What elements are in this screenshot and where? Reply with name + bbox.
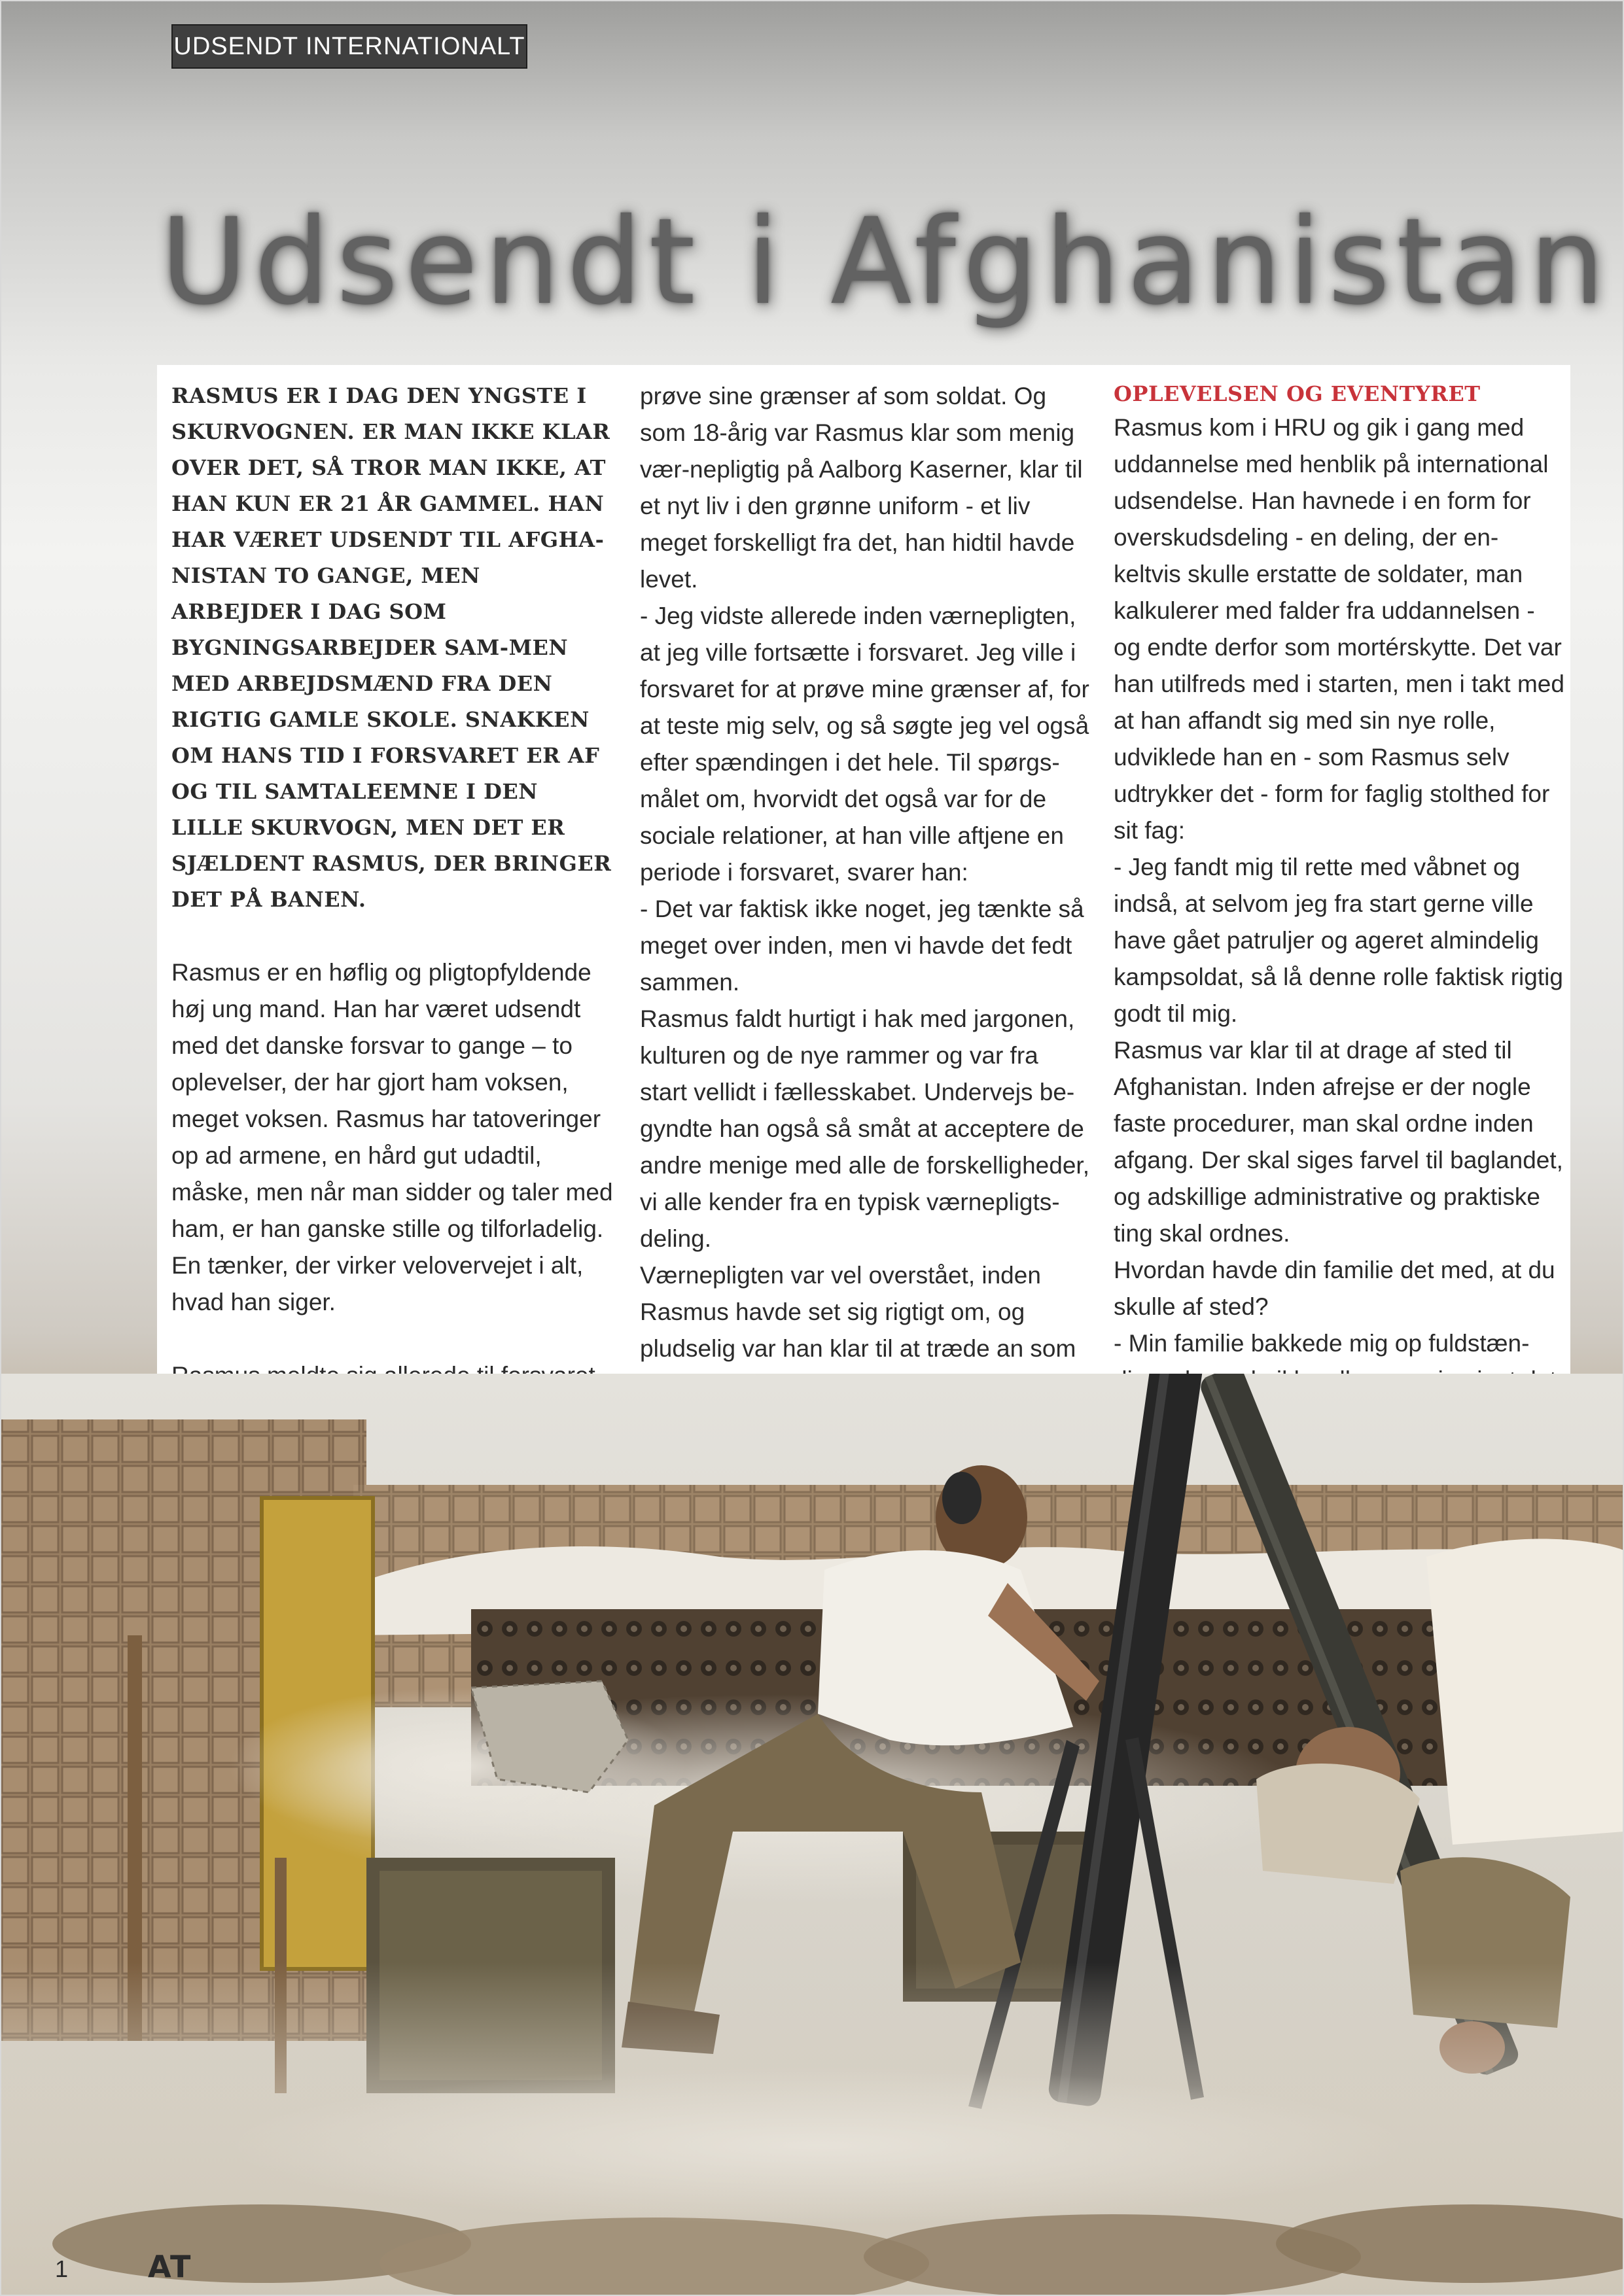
- quote-paragraph: - Jeg fandt mig til rette med våbnet og indså, at selvom jeg fra start gerne ville have gået patruljer og ageret almindelig kampsoldat, så lå denne rolle faktisk rigtig godt til mig.: [1114, 854, 1563, 1027]
- article-column-1: [171, 378, 616, 1467]
- section-tag: UDSENDT INTERNATIONALT: [171, 24, 527, 69]
- lead-paragraph: RASMUS ER I DAG DEN YNGSTE I SKURVOGNEN. ER MAN IKKE KLAR OVER DET, SÅ TROR MAN IKKE, AT HAN KUN ER 21 ÅR GAMMEL. HAN HAR VÆRET UDSENDT TIL AFGHA-NISTAN TO GANGE, MEN ARBEJDER I DAG SOM BYGNINGSARBEJDER SAM-MEN MED ARBEJDSMÆND FRA DEN RIGTIG GAMLE SKOLE. SNAKKEN OM HANS TID I FORSVARET ER AF OG TIL SAMTALEEMNE I DEN LILLE SKURVOGN, MEN DET ER SJÆLDENT RASMUS, DER BRINGER DET PÅ BANEN.: [171, 383, 612, 912]
- body-paragraph: Rasmus er en høflig og pligtopfyldende høj ung mand. Han har været udsendt med det danske forsvar to gange – to oplevelser, der har gjort ham voksen, meget voksen. Rasmus har tatoveringer op ad armene, en hård gut udadtil, måske, men når man sidder og taler med ham, er han ganske stille og tilforladelig. En tænker, der virker velovervejet i alt, hvad han siger.: [171, 959, 613, 1315]
- headline: Udsendt i Afghanistan: [160, 192, 1612, 331]
- article-column-3: [1114, 378, 1565, 1399]
- body-paragraph: Rasmus var klar til at drage af sted til Afghanistan. Inden afrejse er der nogle faste procedurer, man skal ordne inden afgang. Der skal siges farvel til baglandet, og adskillige administrative og praktiske ting skal ordnes.: [1114, 1037, 1563, 1247]
- quote-paragraph: - Jeg vidste allerede inden værnepligten, at jeg ville fortsætte i forsvaret. Jeg ville i forsvaret for at prøve mine grænser af, for at teste mig selv, og så søgte jeg vel også efter spændingen i det hele. Til spørgs-målet om, hvorvidt det også var for de sociale relationer, at han ville aftjene en periode i forsvaret, svarer han:: [640, 602, 1089, 886]
- page-number: 1: [55, 2255, 69, 2282]
- body-paragraph: Rasmus faldt hurtigt i hak med jargonen, kulturen og de nye rammer og var fra start vellidt i fællesskabet. Undervejs be-gyndte han også så småt at acceptere de andre menige med alle de forskelligheder, vi alle kender fra en typisk værnepligts-deling.: [640, 1005, 1089, 1252]
- quote-paragraph: - Det var faktisk ikke noget, jeg tænkte så meget over inden, men vi havde det fedt sammen.: [640, 896, 1084, 996]
- mortar-team-photo: [0, 1374, 1624, 2296]
- article-column-2: [640, 378, 1091, 1440]
- quote-paragraph: - Min familie bakkede mig op fuldstæn-: [1114, 1330, 1530, 1357]
- subheading: OPLEVELSEN OG EVENTYRET: [1114, 381, 1481, 406]
- magazine-logo: AT: [148, 2249, 192, 2284]
- body-paragraph: Rasmus kom i HRU og gik i gang med uddannelse med henblik på international udsendelse. Han havnede i en form for overskudsdeling - en deling, der en-keltvis skulle erstatte de soldater, man kalkulerer med falder fra uddannelsen - og endte derfor som mortérskytte. Det var han utilfreds med i starten, men i takt med at han affandt sig med sin nye rolle, udviklede han en - som Rasmus selv udtrykker det - form for faglig stolthed for sit fag:: [1114, 414, 1564, 844]
- question-paragraph: Hvordan havde din familie det med, at du skulle af sted?: [1114, 1257, 1555, 1320]
- body-paragraph: prøve sine grænser af som soldat. Og som 18-årig var Rasmus klar som menig vær-nepligtig på Aalborg Kaserner, klar til et nyt liv i den grønne uniform - et liv meget forskelligt fra det, han hidtil havde levet.: [640, 383, 1083, 593]
- body-paragraph: Værnepligten var vel overstået, inden Rasmus havde set sig rigtigt om, og pludselig var han klar til at træde an som: [640, 1262, 1076, 1362]
